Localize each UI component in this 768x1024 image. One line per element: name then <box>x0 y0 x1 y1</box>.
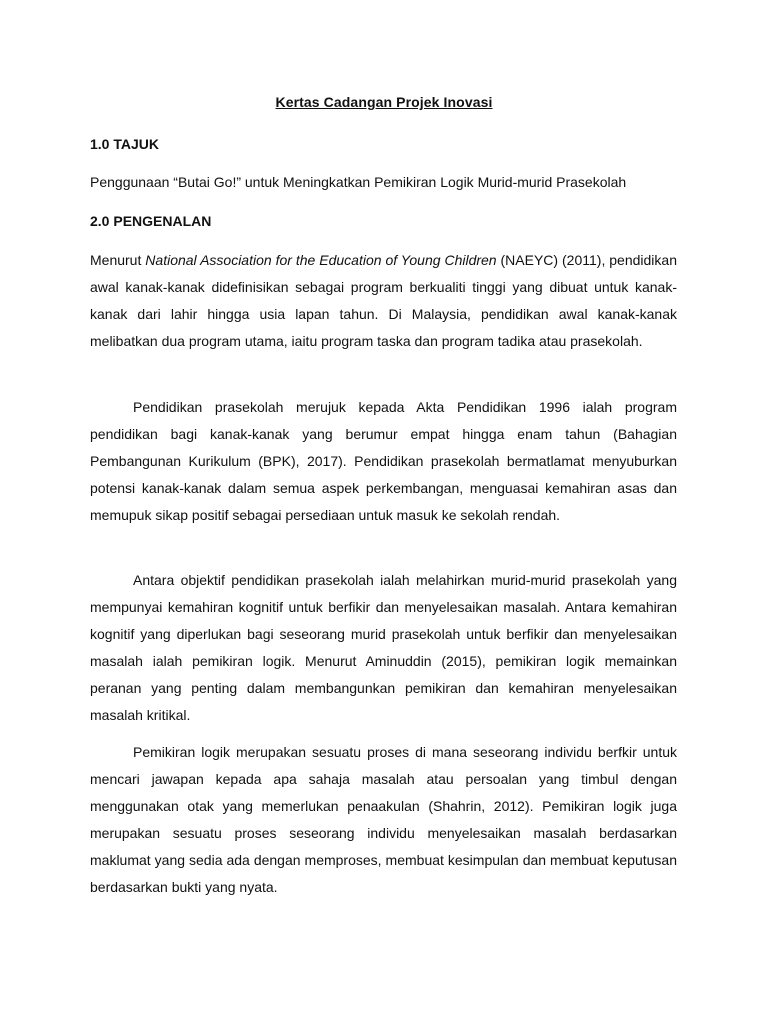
paragraph-3: Antara objektif pendidikan prasekolah ialah melahirkan murid-murid prasekolah yang mempunyai kemahiran kognitif untuk berfikir dan menyelesaikan masalah. Antara kemahiran kognitif yang diperlukan bagi seseorang murid prasekolah untuk berfikir dan menyelesaikan masalah ialah pemikiran logik. Menurut Aminuddin (2015), pemikiran logik memainkan peranan yang penting dalam membangunkan pemikiran dan kemahiran menyelesaikan masalah kritikal. <box>90 572 677 723</box>
paragraph-1-start: Menurut <box>90 252 146 268</box>
organisation-name: National Association for the Education of Young Children <box>145 252 497 268</box>
document-title: Kertas Cadangan Projek Inovasi <box>275 94 493 110</box>
paragraph-1 <box>90 247 677 355</box>
project-title-text: Penggunaan “Butai Go!” untuk Meningkatkan Pemikiran Logik Murid-murid Prasekolah <box>90 174 627 190</box>
paragraph-2: Pendidikan prasekolah merujuk kepada Akta Pendidikan 1996 ialah program pendidikan bagi kanak-kanak yang berumur empat hingga enam tahun (Bahagian Pembangunan Kurikulum (BPK), 2017). Pendidikan prasekolah bermatlamat menyuburkan potensi kanak-kanak dalam semua aspek perkembangan, menguasai kemahiran asas dan memupuk sikap positif sebagai persediaan untuk masuk ke sekolah rendah. <box>90 399 677 523</box>
section-heading-tajuk: 1.0 TAJUK <box>90 136 159 152</box>
section-heading-pengenalan: 2.0 PENGENALAN <box>90 213 212 229</box>
paragraph-4: Pemikiran logik merupakan sesuatu proses di mana seseorang individu berfkir untuk mencari jawapan kepada apa sahaja masalah atau persoalan yang timbul dengan menggunakan otak yang memerlukan penaakulan (Shahrin, 2012). Pemikiran logik juga merupakan sesuatu proses seseorang individu menyelesaikan masalah berdasarkan maklumat yang sedia ada dengan memproses, membuat kesimpulan dan membuat keputusan berdasarkan bukti yang nyata. <box>90 744 677 895</box>
paragraph-1-rest: (NAEYC) (2011), pendidikan awal kanak-kanak didefinisikan sebagai program berkualiti tinggi yang dibuat untuk kanak-kanak dari lahir hingga usia lapan tahun. Di Malaysia, pendidikan awal kanak-kanak melibatkan dua program utama, iaitu program taska dan program tadika atau prasekolah. <box>90 252 677 349</box>
